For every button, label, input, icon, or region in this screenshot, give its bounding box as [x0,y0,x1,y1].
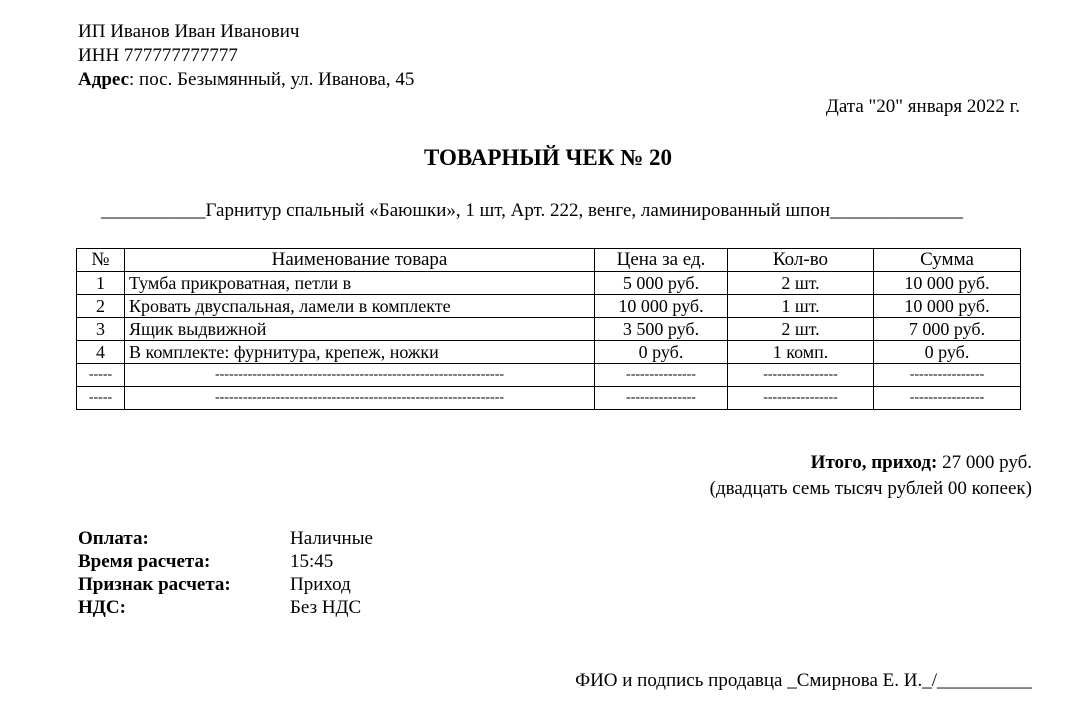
product-description: ___________Гарнитур спальный «Баюшки», 1 шт, Арт. 222, венге, ламинированный шпон______________ [101,200,963,221]
row-sum: ---------------- [874,364,1021,387]
row-qty: 1 шт. [728,295,874,318]
header-qty: Кол-во [728,249,874,272]
header-name: Наименование товара [125,249,595,272]
row-price: 0 руб. [595,341,728,364]
payment-vat-row [78,596,373,619]
receipt-date: Дата "20" января 2022 г. [825,96,1020,117]
row-number: ----- [77,387,125,410]
payment-details [78,527,373,619]
row-qty: 2 шт. [728,272,874,295]
seller-address [78,68,414,92]
receipt-title: ТОВАРНЫЙ ЧЕК № 20 [423,145,673,170]
seller-info [78,20,414,92]
row-price: --------------- [595,387,728,410]
total-value: 27 000 руб. [937,452,1032,473]
header-price: Цена за ед. [595,249,728,272]
row-qty: ---------------- [728,364,874,387]
payment-vat-value: Без НДС [290,597,362,618]
seller-name: ИП Иванов Иван Иванович [78,21,300,42]
payment-time-row [78,550,373,573]
row-sum: 0 руб. [874,341,1021,364]
row-price: 10 000 руб. [595,295,728,318]
payment-sign-row [78,573,373,596]
row-number: 4 [77,341,125,364]
row-sum: ---------------- [874,387,1021,410]
row-sum: 10 000 руб. [874,272,1021,295]
address-value: : пос. Безымянный, ул. Иванова, 45 [129,69,415,90]
row-sum: 7 000 руб. [874,318,1021,341]
row-price: 5 000 руб. [595,272,728,295]
row-item-name: Ящик выдвижной [125,318,595,341]
payment-time-label: Время расчета: [78,551,211,572]
payment-time-value: 15:45 [290,551,334,572]
items-table [76,248,1021,410]
table-row [77,341,1021,364]
row-item-name: Кровать двуспальная, ламели в комплекте [125,295,595,318]
row-item-name: -------------------------------------------------------------- [125,364,595,387]
row-qty: 2 шт. [728,318,874,341]
seller-signature: ФИО и подпись продавца _Смирнова Е. И._/__________ [575,670,1032,691]
payment-sign-value: Приход [290,574,351,595]
row-number: 3 [77,318,125,341]
payment-method-value: Наличные [290,528,373,549]
header-number: № [77,249,125,272]
table-header-row [77,249,1021,272]
table-row-empty [77,364,1021,387]
row-qty: 1 комп. [728,341,874,364]
row-price: --------------- [595,364,728,387]
payment-vat-label: НДС: [78,597,126,618]
payment-method-row [78,527,373,550]
table-row [77,318,1021,341]
row-item-name: -------------------------------------------------------------- [125,387,595,410]
payment-method-label: Оплата: [78,528,149,549]
header-sum: Сумма [874,249,1021,272]
payment-sign-label: Признак расчета: [78,574,231,595]
total-line [710,450,1032,476]
total-label: Итого, приход: [810,452,938,473]
table-row [77,272,1021,295]
row-sum: 10 000 руб. [874,295,1021,318]
table-row-empty [77,387,1021,410]
total-in-words: (двадцать семь тысяч рублей 00 копеек) [709,478,1032,499]
seller-inn: ИНН 777777777777 [78,45,238,66]
total-block [710,450,1032,502]
row-item-name: Тумба прикроватная, петли в [125,272,595,295]
row-number: 1 [77,272,125,295]
row-qty: ---------------- [728,387,874,410]
row-number: ----- [77,364,125,387]
table-row [77,295,1021,318]
row-item-name: В комплекте: фурнитура, крепеж, ножки [125,341,595,364]
row-number: 2 [77,295,125,318]
address-label: Адрес [78,69,129,90]
row-price: 3 500 руб. [595,318,728,341]
